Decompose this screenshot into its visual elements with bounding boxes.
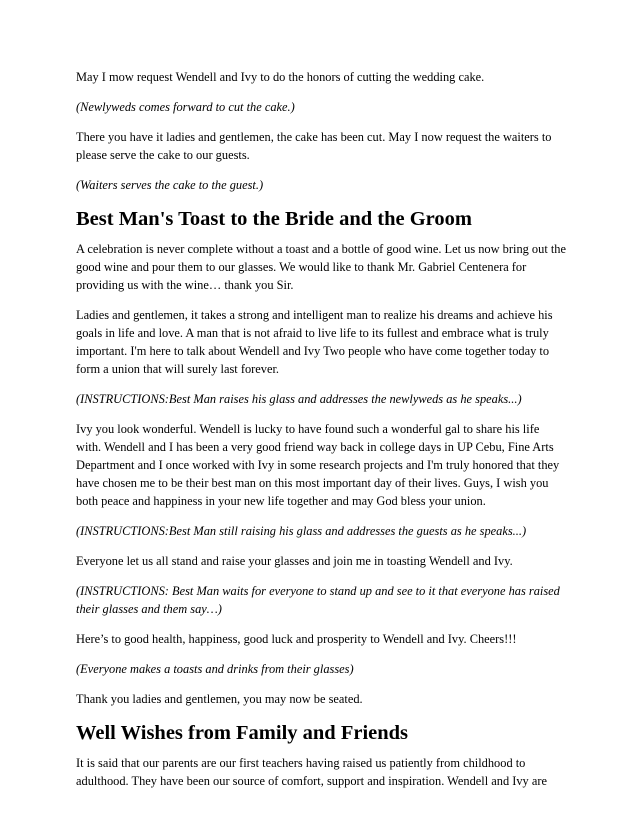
instruction-address-guests: (INSTRUCTIONS:Best Man still raising his glass and addresses the guests as he speaks...)	[76, 524, 527, 538]
paragraph-parents-teachers: It is said that our parents are our first teachers having raised us patiently from childhood to adulthood. They have been our source of comfort, support and inspiration. Wendell and Ivy are	[76, 756, 547, 788]
paragraph-cake-cut: There you have it ladies and gentlemen, the cake has been cut. May I now request the waiters to please serve the cake to our guests.	[76, 130, 552, 162]
heading-well-wishes: Well Wishes from Family and Friends	[76, 722, 409, 744]
instruction-wait-stand: (INSTRUCTIONS: Best Man waits for everyone to stand up and see to it that everyone has raised their glasses and them say…)	[76, 584, 560, 616]
instruction-raise-glass-newlyweds: (INSTRUCTIONS:Best Man raises his glass and addresses the newlyweds as he speaks...)	[76, 392, 522, 406]
paragraph-be-seated: Thank you ladies and gentlemen, you may now be seated.	[76, 692, 363, 706]
stage-direction-waiters-serve: (Waiters serves the cake to the guest.)	[76, 178, 264, 192]
paragraph-everyone-stand: Everyone let us all stand and raise your glasses and join me in toasting Wendell and Ivy.	[76, 554, 513, 568]
stage-direction-everyone-drinks: (Everyone makes a toasts and drinks from their glasses)	[76, 662, 354, 676]
document-body	[76, 68, 566, 802]
paragraph-cheers: Here’s to good health, happiness, good luck and prosperity to Wendell and Ivy. Cheers!!!	[76, 632, 517, 646]
paragraph-cake-request: May I mow request Wendell and Ivy to do the honors of cutting the wedding cake.	[76, 70, 485, 84]
paragraph-good-wine: A celebration is never complete without a toast and a bottle of good wine. Let us now bring out the good wine and pour them to our glasses. We would like to thank Mr. Gabriel Centenera for providing us with the wine… thank you Sir.	[76, 242, 566, 292]
heading-best-man-toast: Best Man's Toast to the Bride and the Groom	[76, 208, 472, 230]
paragraph-strong-man: Ladies and gentlemen, it takes a strong and intelligent man to realize his dreams and achieve his goals in life and love. A man that is not afraid to live life to its fullest and embrace what is truly important. I'm here to talk about Wendell and Ivy Two people who have come together today to form a union that will surely last forever.	[76, 308, 553, 376]
stage-direction-newlyweds-cut-cake: (Newlyweds comes forward to cut the cake.)	[76, 100, 295, 114]
paragraph-ivy-wonderful: Ivy you look wonderful. Wendell is lucky to have found such a wonderful gal to share his life with. Wendell and I has been a very good friend way back in college days in UP Cebu, Fine Arts Department and I once worked with Ivy in some research projects and I'm truly honored that they have chosen me to be their best man on this most important day of their lives. Guys, I wish you both peace and happiness in your new life together and may God bless your union.	[76, 422, 560, 508]
